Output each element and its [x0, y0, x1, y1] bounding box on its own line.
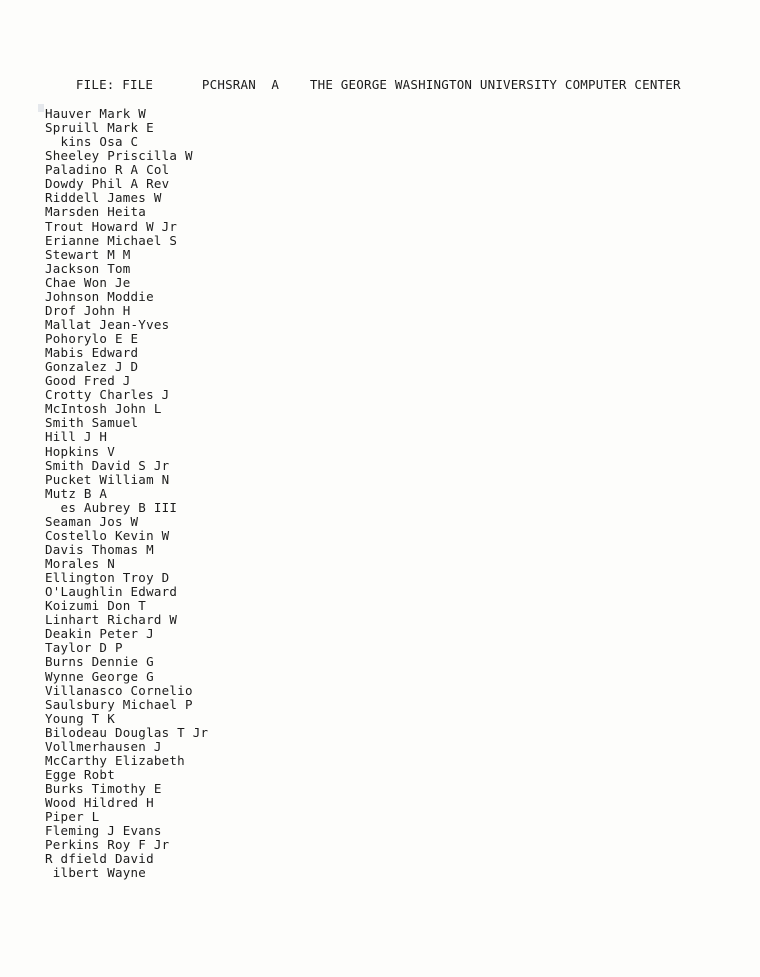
name-entry: Hauver Mark W: [45, 106, 147, 121]
name-entry: Koizumi Don T: [45, 598, 147, 614]
name-entry: Johnson Moddie: [45, 288, 154, 304]
name-entry: Costello Kevin W: [45, 527, 170, 543]
name-entry: Sheeley Priscilla W: [45, 148, 193, 164]
name-entry: Burns Dennie G: [45, 654, 154, 670]
name-entry: R dfield David: [45, 851, 154, 867]
name-entry: Drof John H: [45, 302, 131, 318]
name-entry: Riddell James W: [45, 190, 162, 206]
name-entry: Piper L: [45, 809, 100, 825]
name-entry: Mabis Edward: [45, 345, 139, 361]
name-entry: Erianne Michael S: [45, 232, 178, 248]
name-entry: Paladino R A Col: [45, 162, 170, 178]
name-entry: Chae Won Je: [45, 274, 131, 290]
name-entry: Hopkins V: [45, 443, 115, 459]
name-list: [45, 107, 208, 880]
name-entry: es Aubrey B III: [45, 499, 178, 515]
name-entry: Saulsbury Michael P: [45, 696, 193, 712]
name-entry: Vollmerhausen J: [45, 738, 162, 754]
name-entry: Dowdy Phil A Rev: [45, 176, 170, 192]
name-entry: Perkins Roy F Jr: [45, 837, 170, 853]
name-entry: Stewart M M: [45, 246, 131, 262]
name-entry: Ellington Troy D: [45, 570, 170, 586]
name-entry: Taylor D P: [45, 640, 123, 656]
name-entry: Wynne George G: [45, 668, 154, 684]
name-entry: Davis Thomas M: [45, 541, 154, 557]
name-entry: Burks Timothy E: [45, 781, 162, 796]
name-entry: kins Osa C: [45, 134, 139, 150]
ink-smudge: [38, 104, 44, 112]
name-entry: Mutz B A: [45, 485, 108, 501]
name-entry: Deakin Peter J: [45, 626, 154, 642]
name-entry: Bilodeau Douglas T Jr: [45, 724, 209, 740]
name-entry: Linhart Richard W: [45, 612, 178, 628]
name-entry: Crotty Charles J: [45, 387, 170, 403]
name-entry: Egge Robt: [45, 766, 115, 782]
name-entry: McIntosh John L: [45, 401, 162, 417]
name-entry: Mallat Jean-Yves: [45, 316, 170, 332]
name-entry: Pucket William N: [45, 471, 170, 487]
name-entry: Smith Samuel: [45, 415, 139, 431]
name-entry: Good Fred J: [45, 373, 131, 389]
name-entry: Jackson Tom: [45, 260, 131, 276]
name-entry: Hill J H: [45, 429, 108, 445]
name-entry: O'Laughlin Edward: [45, 584, 178, 600]
dataset-name: PCHSRAN A: [201, 77, 280, 92]
name-entry: Fleming J Evans: [45, 823, 162, 839]
institution-name: THE GEORGE WASHINGTON UNIVERSITY COMPUTER CENTER: [309, 77, 681, 92]
name-entry: Gonzalez J D: [45, 359, 139, 375]
name-entry: Seaman Jos W: [45, 513, 139, 529]
name-entry: Spruill Mark E: [45, 120, 154, 136]
name-entry: Pohorylo E E: [45, 331, 139, 346]
name-entry: Wood Hildred H: [45, 795, 154, 811]
name-entry: Trout Howard W Jr: [45, 218, 178, 234]
name-entry: Morales N: [45, 556, 115, 571]
name-entry: Villanasco Cornelio: [45, 682, 193, 698]
name-entry: Smith David S Jr: [45, 457, 170, 473]
name-entry: Marsden Heita: [45, 204, 147, 220]
name-entry: Young T K: [45, 710, 115, 726]
file-label: FILE: FILE: [75, 77, 154, 92]
name-entry: McCarthy Elizabeth: [45, 752, 185, 768]
page-header: [45, 62, 681, 107]
name-entry: ilbert Wayne: [45, 865, 147, 881]
